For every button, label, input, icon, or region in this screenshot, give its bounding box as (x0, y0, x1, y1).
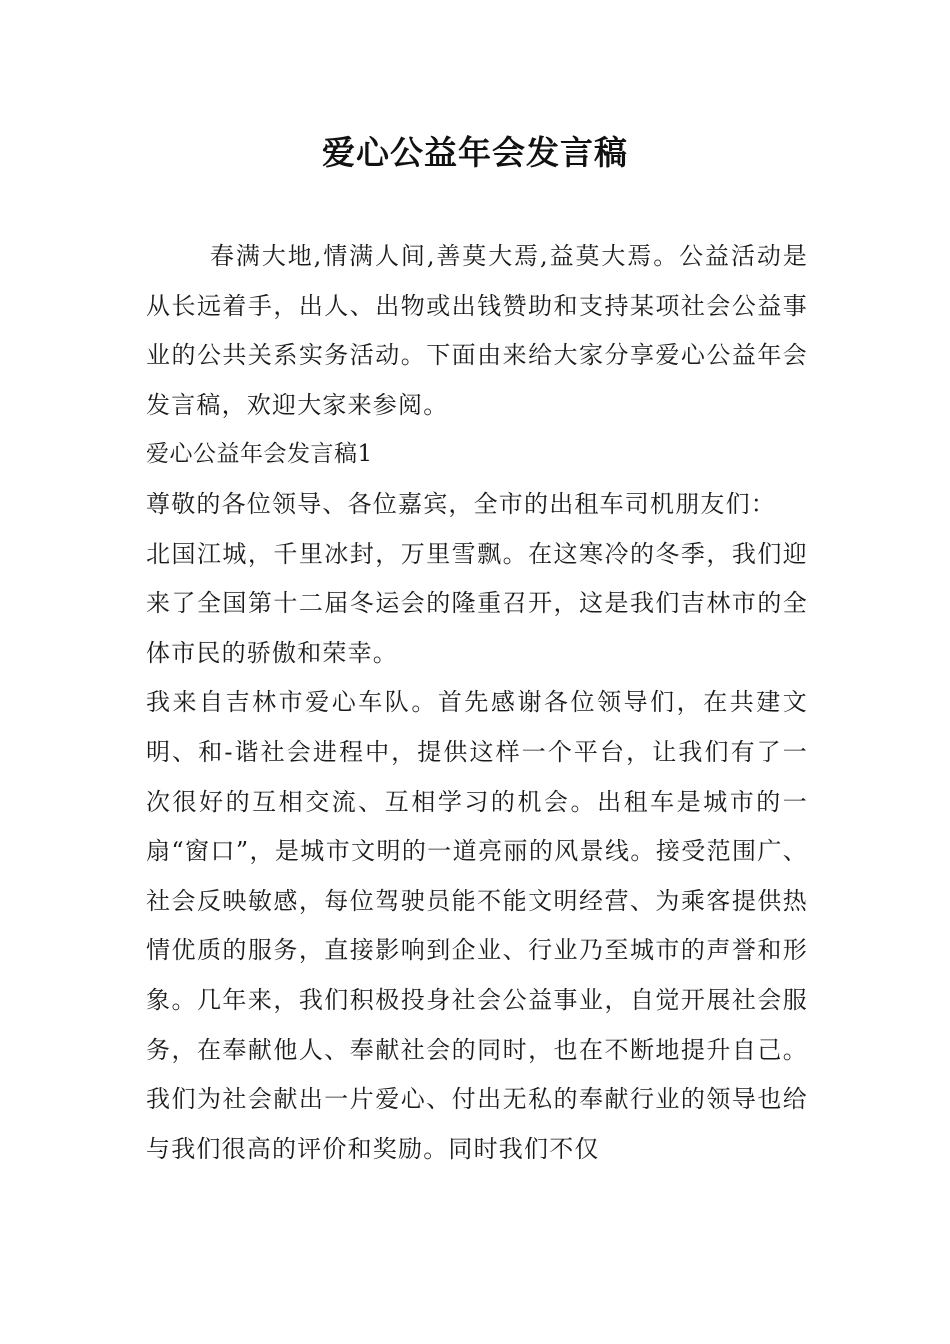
body-paragraph-1: 北国江城，千里冰封，万里雪飘。在这寒冷的冬季，我们迎来了全国第十二届冬运会的隆重召开，这是我们吉林市的全体市民的骄傲和荣幸。 (146, 539, 808, 667)
body-paragraph-2: 我来自吉林市爱心车队。首先感谢各位领导们，在共建文明、和-谐社会进程中，提供这样一个平台，让我们有了一次很好的互相交流、互相学习的机会。出租车是城市的一扇“窗口”，是城市文明的一道亮丽的风景线。接受范围广、社会反映敏感，每位驾驶员能不能文明经营、为乘客提供热情优质的服务，直接影响到企业、行业乃至城市的声誉和形象。几年来，我们积极投身社会公益事业，自觉开展社会服务，在奉献他人、奉献社会的同时，也在不断地提升自己。我们为社会献出一片爱心、付出无私的奉献行业的领导也给与我们很高的评价和奖励。同时我们不仅 (146, 688, 808, 1163)
section-heading: 爱心公益年会发言稿1 (146, 441, 373, 468)
document-body (146, 232, 808, 1174)
document-title: 爱心公益年会发言稿 (322, 133, 628, 172)
intro-paragraph: 春满大地,情满人间,善莫大焉,益莫大焉。公益活动是从长远着手，出人、出物或出钱赞助和支持某项社会公益事业的公共关系实务活动。下面由来给大家分享爱心公益年会发言稿，欢迎大家来参阅。 (146, 242, 808, 419)
salutation-paragraph: 尊敬的各位领导、各位嘉宾，全市的出租车司机朋友们： (146, 489, 776, 518)
